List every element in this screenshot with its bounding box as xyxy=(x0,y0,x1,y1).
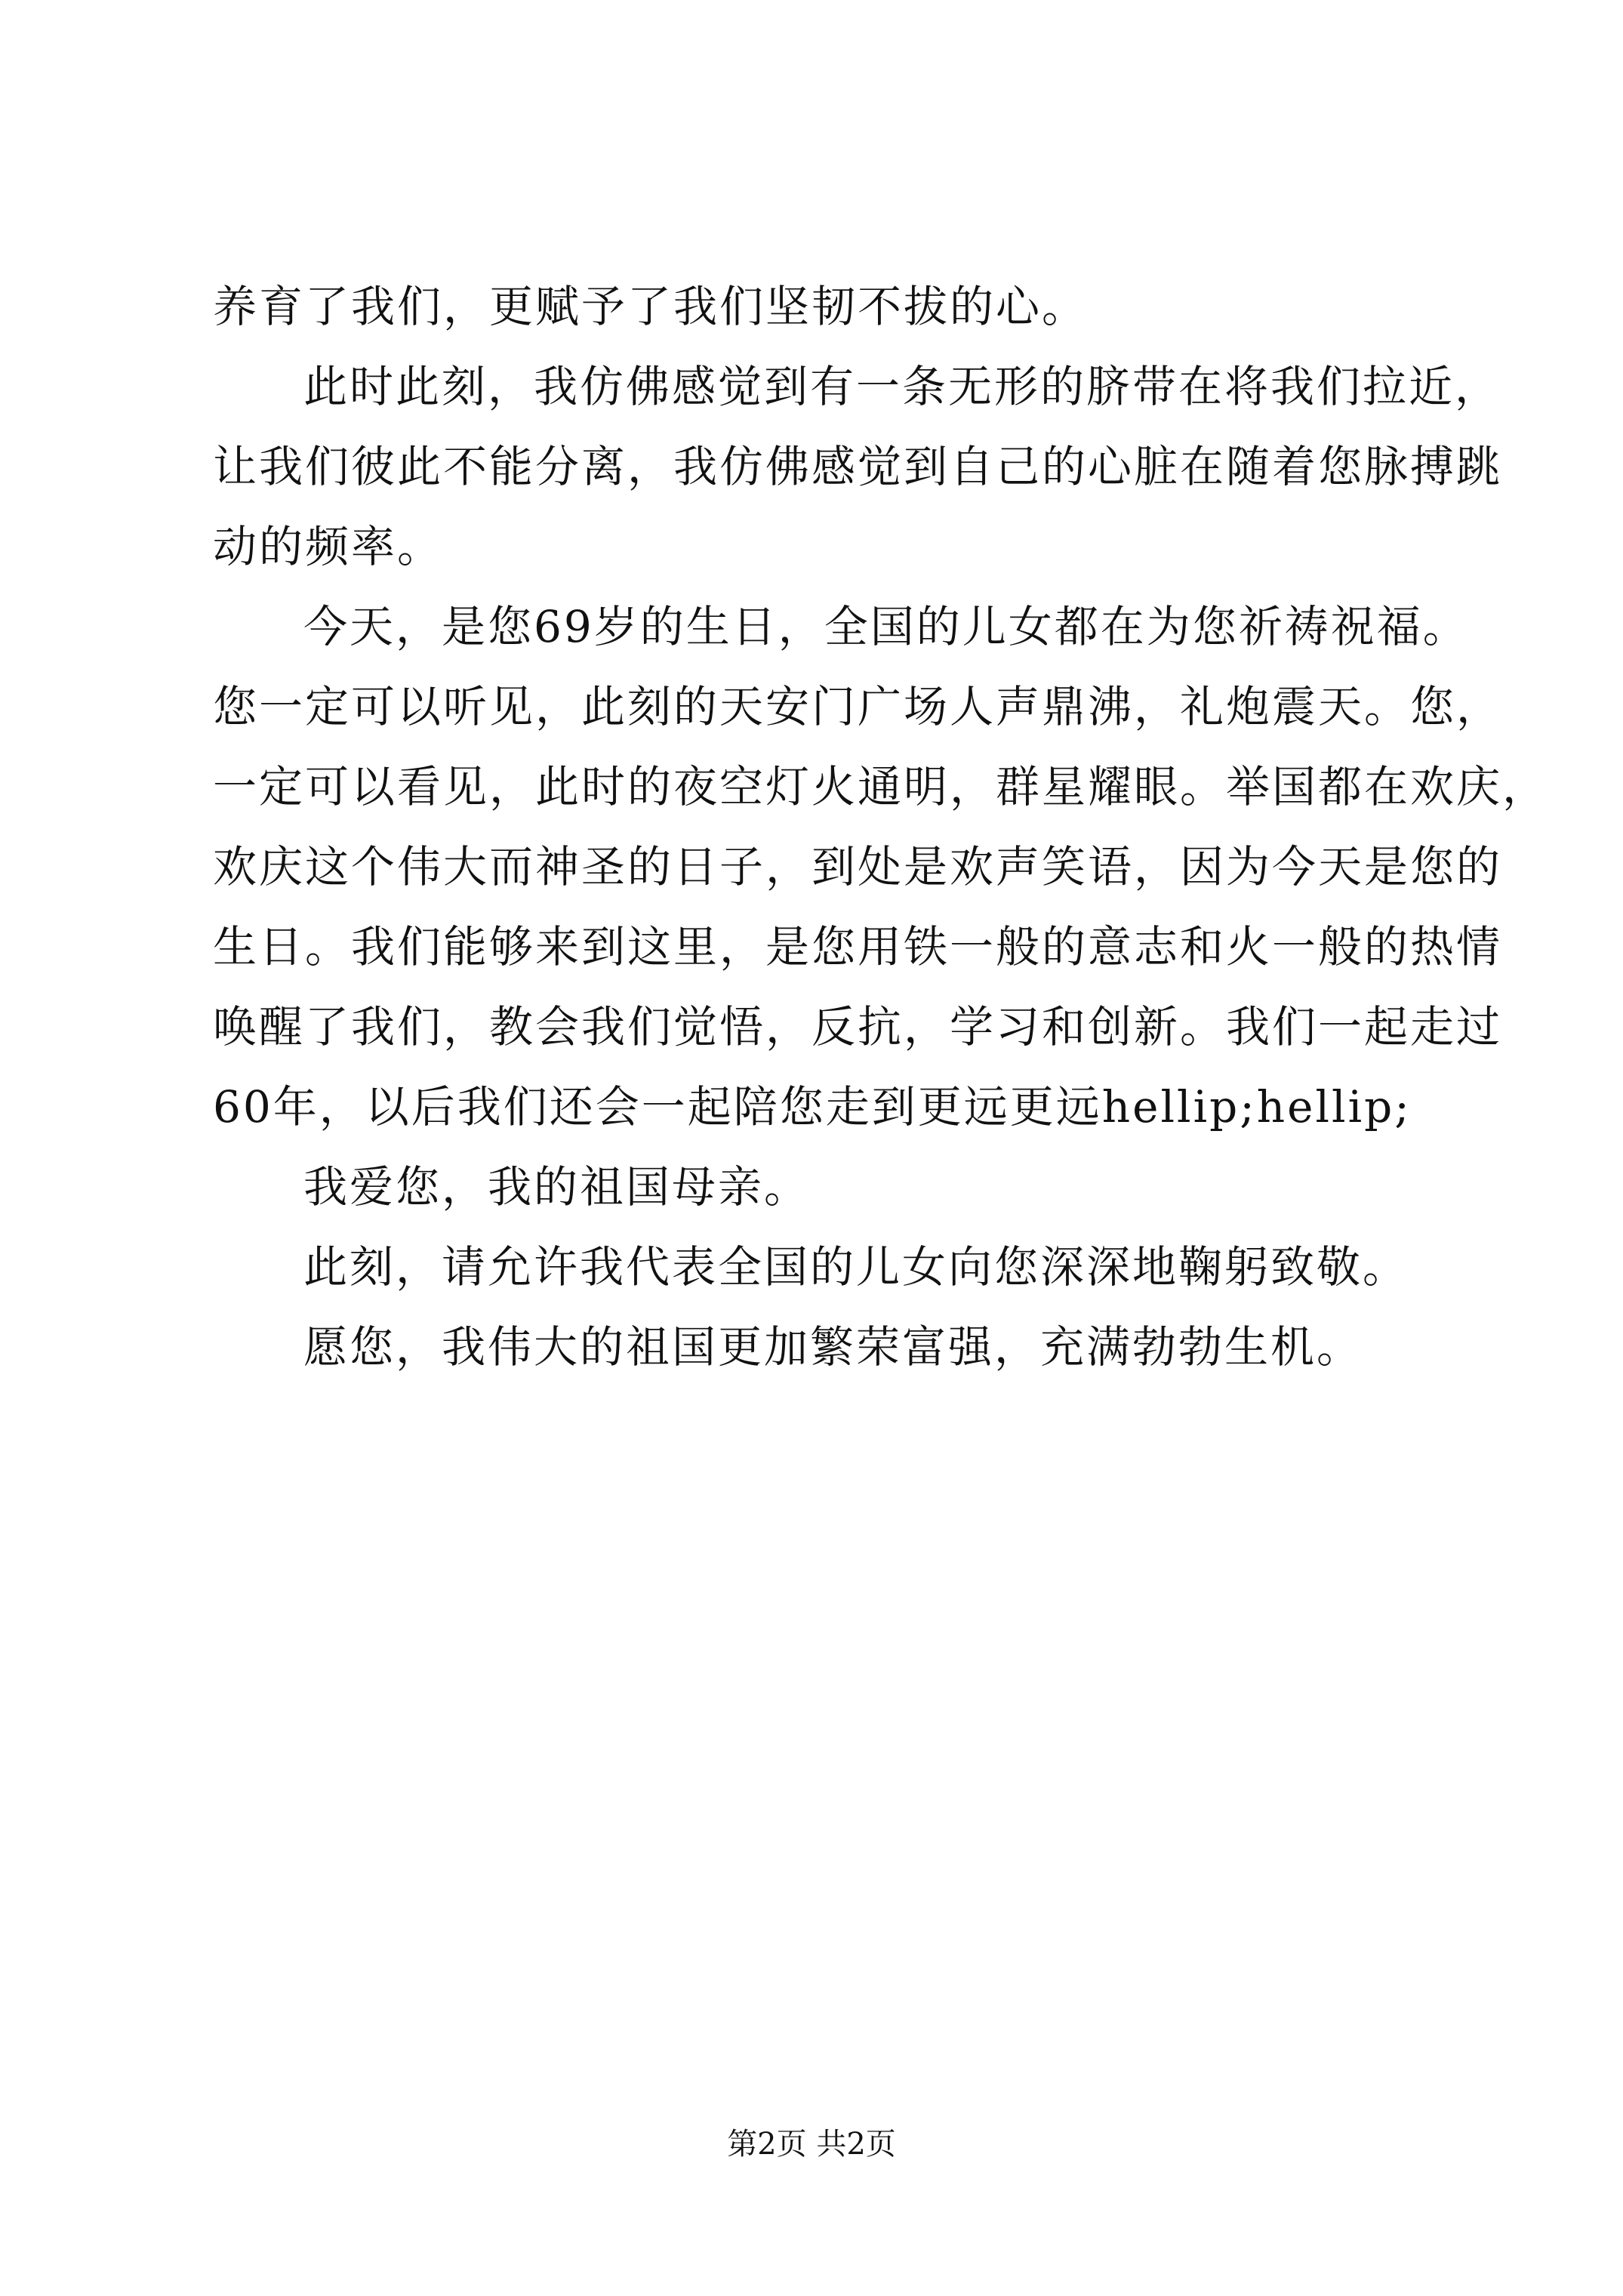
paragraph-start: 此时此刻，我仿佛感觉到有一条无形的脐带在将我们拉近， xyxy=(303,361,1501,412)
text-line: 养育了我们，更赋予了我们坚韧不拔的心。 xyxy=(213,281,1089,332)
text-line: 一定可以看见，此时的夜空灯火通明，群星耀眼。举国都在欢庆， xyxy=(213,761,1549,812)
text-line: 唤醒了我们，教会我们觉悟，反抗，学习和创新。我们一起走过 xyxy=(213,1001,1503,1052)
text-line: 生日。我们能够来到这里，是您用铁一般的意志和火一般的热情 xyxy=(213,921,1503,972)
paragraph-start: 今天，是您69岁的生日，全国的儿女都在为您祈祷祝福。 xyxy=(303,601,1469,652)
page-number-footer: 第2页 共2页 xyxy=(727,2127,896,2162)
text-line: 60年，以后我们还会一起陪您走到更远更远hellip;hellip; xyxy=(213,1081,1412,1133)
text-line: 动的频率。 xyxy=(213,521,444,572)
paragraph-start: 愿您，我伟大的祖国更加繁荣富强，充满勃勃生机。 xyxy=(303,1321,1363,1373)
paragraph-start: 此刻，请允许我代表全国的儿女向您深深地鞠躬致敬。 xyxy=(303,1241,1409,1293)
text-line: 欢庆这个伟大而神圣的日子，到处是欢声笑语，因为今天是您的 xyxy=(213,841,1503,892)
text-line: 您一定可以听见，此刻的天安门广场人声鼎沸，礼炮震天。您， xyxy=(213,681,1503,732)
text-line: 让我们彼此不能分离，我仿佛感觉到自己的心脏在随着您脉搏跳 xyxy=(213,441,1503,492)
paragraph-start: 我爱您，我的祖国母亲。 xyxy=(303,1161,811,1213)
document-body xyxy=(213,267,1549,1387)
